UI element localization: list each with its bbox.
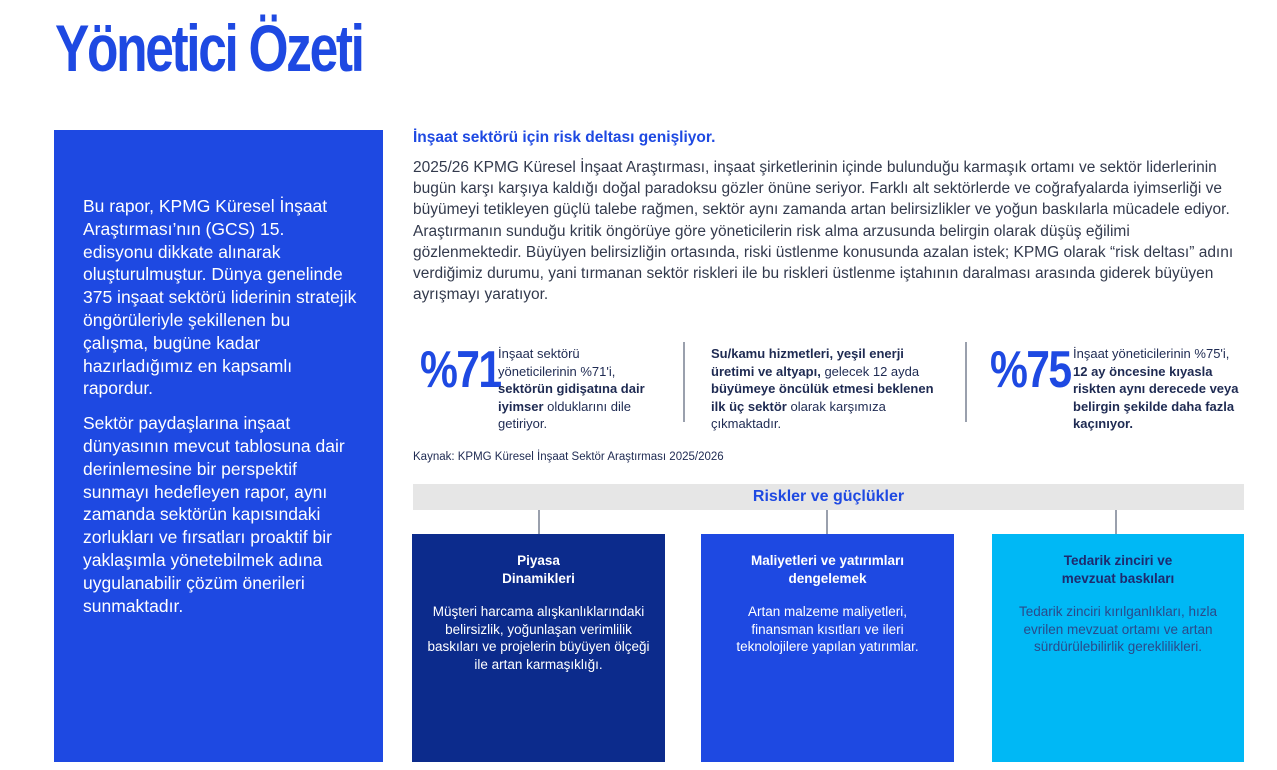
stat-71-text [498, 345, 658, 433]
summary-side-panel [54, 130, 383, 762]
card-body: Müşteri harcama alışkanlıklarındaki belirsizlik, yoğunlaşan verimlilik baskıları ve projelerin büyüyen ölçeği ile artan karmaşıklığı. [427, 604, 650, 672]
card-title-line-2: mevzuat baskıları [1061, 570, 1175, 586]
risk-card-supply-chain-regulation [992, 534, 1244, 762]
card-title-line-2: Dinamikleri [502, 570, 575, 586]
stat-71-text-bold: sektörün gidişatına dair iyimser [498, 381, 645, 414]
connector-line-2 [826, 510, 828, 534]
card-title-line-1: Piyasa [517, 553, 560, 568]
intro-heading: İnşaat sektörü için risk deltası genişliyor. [413, 129, 716, 146]
stats-divider-2 [965, 342, 967, 422]
stat-75-text [1073, 345, 1245, 433]
connector-line-1 [538, 510, 540, 534]
card-title-line-1: Maliyetleri ve yatırımları [750, 553, 905, 568]
card-title [715, 552, 940, 587]
card-title [1006, 552, 1230, 587]
connector-line-3 [1115, 510, 1117, 534]
stats-row [413, 342, 1245, 442]
page-title: Yönetici Özeti [55, 11, 363, 85]
card-title-line-1: Tedarik zinciri ve [1063, 553, 1173, 568]
stat-71-value: %71 [420, 341, 501, 399]
stat-75-value: %75 [990, 341, 1071, 399]
stat-sectors-text [711, 345, 949, 433]
risks-heading-bar: Riskler ve güçlükler [413, 484, 1244, 510]
stats-divider-1 [683, 342, 685, 422]
card-title-line-2: dengelemek [788, 570, 867, 586]
intro-section [413, 128, 1245, 305]
card-body: Tedarik zinciri kırılganlıkları, hızla evrilen mevzuat ortamı ve artan sürdürülebilirlik gereklilikleri. [1018, 604, 1218, 654]
card-body: Artan malzeme maliyetleri, finansman kısıtları ve ileri teknolojilere yapılan yatırımlar. [736, 604, 919, 654]
card-title [426, 552, 651, 587]
risk-card-market-dynamics [412, 534, 665, 762]
side-paragraph-1: Bu rapor, KPMG Küresel İnşaat Araştırması’nın (GCS) 15. edisyonu dikkate alınarak oluşturulmuştur. Dünya genelinde 375 inşaat sektörü liderinin stratejik öngörüleriyle şekillenen bu çalışma, bugüne kadar hazırladığımız en kapsamlı rapordur. [83, 196, 357, 399]
stat-sectors-part-2: olarak karşımıza çıkmaktadır. [711, 398, 886, 431]
stat-75-text-part1: İnşaat yöneticilerinin %75'i, [1073, 346, 1230, 361]
side-paragraph-2: Sektör paydaşlarına inşaat dünyasının mevcut tablosuna dair derinlemesine bir perspektif sunmayı hedefleyen rapor, aynı zamanda sektörün kapısındaki zorlukları ve fırsatları proaktif bir yaklaşımla yönetebilmek adına uygulanabilir çözüm önerileri sunmaktadır. [83, 413, 345, 616]
stat-75-text-bold: 12 ay öncesine kıyasla riskten aynı derecede veya belirgin şekilde daha fazla kaçınıyor. [1073, 363, 1239, 431]
stat-71-text-part2: olduklarını dile getiriyor. [498, 398, 631, 431]
intro-body: 2025/26 KPMG Küresel İnşaat Araştırması, inşaat şirketlerinin içinde bulunduğu karmaşık ortamı ve sektör liderlerinin bugün karşı karşıya kaldığı doğal paradoksu gözler önüne seriyor. Farklı alt sektörlerde ve coğrafyalarda iyimserliği ve büyümeyi tetikleyen güçlü talebe rağmen, sektör aynı zamanda artan belirsizlikler ve yoğun baskılarla mücadele ediyor. Araştırmanın sunduğu kritik öngörüye göre yöneticilerin risk alma arzusunda belirgin olarak düşüş eğilimi gözlenmektedir. Büyüyen belirsizliğin ortasında, riski üstlenme konusunda azalan istek; KPMG olarak “risk deltası” adını verdiğimiz durumu, yani tırmanan sektör riskleri ile bu riskleri üstlenme iştahının daralması arasında giderek büyüyen ayrışmayı yaratıyor. [413, 159, 1234, 304]
stat-sectors-bold-1: Su/kamu hizmetleri, yeşil enerji üretimi ve altyapı, [711, 346, 904, 379]
stat-71-text-part1: İnşaat sektörü yöneticilerinin %71'i, [498, 346, 616, 379]
source-note: Kaynak: KPMG Küresel İnşaat Sektör Araştırması 2025/2026 [413, 451, 724, 463]
stat-sectors-bold-2: büyümeye öncülük etmesi beklenen ilk üç sektör [711, 381, 934, 414]
risk-card-costs-investments [701, 534, 954, 762]
stat-sectors-part-1: gelecek 12 ayda [820, 363, 920, 379]
